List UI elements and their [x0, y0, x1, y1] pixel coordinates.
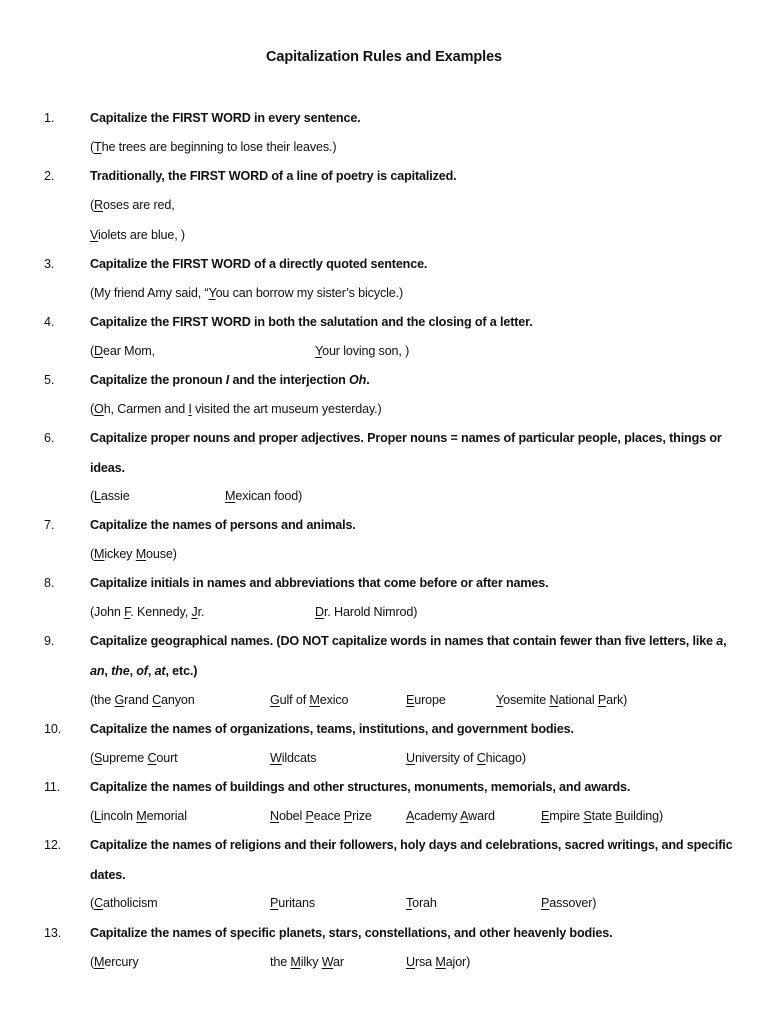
example-text: (Catholicism	[90, 896, 158, 910]
rule-line	[0, 166, 768, 186]
example-text: Empire State Building)	[541, 809, 664, 823]
rule-line	[0, 428, 768, 448]
example-text: (My friend Amy said, “You can borrow my sister’s bicycle.)	[90, 286, 404, 300]
rule-line	[0, 312, 768, 332]
rule-text: an, the, of, at, etc.)	[90, 663, 198, 678]
example-text: the Milky War	[270, 955, 344, 969]
example-line	[0, 602, 768, 622]
rule-text: Capitalize the names of persons and animals.	[90, 518, 356, 532]
rule-text: Traditionally, the FIRST WORD of a line of poetry is capitalized.	[90, 169, 457, 183]
rule-text: Capitalize the pronoun I and the interjection Oh.	[90, 373, 370, 387]
example-text: University of Chicago)	[406, 751, 526, 765]
rule-line	[0, 515, 768, 535]
example-text: Europe	[406, 693, 446, 707]
rule-text: Capitalize the names of organizations, teams, institutions, and government bodies.	[90, 722, 574, 736]
example-text: (Mercury	[90, 955, 139, 969]
rule-line-continued	[0, 865, 768, 885]
example-line	[0, 137, 768, 157]
rule-number: 11.	[44, 780, 61, 794]
example-text: Torah	[406, 896, 437, 910]
rule-number: 12.	[44, 838, 62, 852]
example-text: Dr. Harold Nimrod)	[315, 605, 418, 619]
rule-text: Capitalize the names of religions and their followers, holy days and celebrations, sacred writings, and specific	[90, 838, 733, 852]
example-line	[0, 486, 768, 506]
rule-line-continued	[0, 458, 768, 478]
rule-text: Capitalize geographical names. (DO NOT capitalize words in names that contain fewer than five letters, like a,	[90, 634, 727, 648]
rule-number: 7.	[44, 518, 55, 532]
example-text: (Roses are red,	[90, 198, 175, 212]
example-line	[0, 952, 768, 972]
example-text: (Oh, Carmen and I visited the art museum yesterday.)	[90, 402, 382, 416]
example-text: Your loving son, )	[315, 344, 410, 358]
example-text: Puritans	[270, 896, 315, 910]
example-text: (Lassie	[90, 489, 130, 503]
rule-line	[0, 777, 768, 797]
rule-number: 10.	[44, 722, 62, 736]
rule-number: 9.	[44, 634, 55, 648]
rule-number: 3.	[44, 257, 55, 271]
rule-number: 4.	[44, 315, 55, 329]
example-line	[0, 748, 768, 768]
example-line	[0, 225, 768, 245]
rule-text: Capitalize the FIRST WORD of a directly quoted sentence.	[90, 257, 428, 271]
example-text: Mexican food)	[225, 489, 303, 503]
example-text: (Lincoln Memorial	[90, 809, 187, 823]
example-text: Academy Award	[406, 809, 495, 823]
rule-line	[0, 254, 768, 274]
example-line	[0, 399, 768, 419]
example-text: (Supreme Court	[90, 751, 178, 765]
rule-line-continued	[0, 661, 768, 681]
rule-line	[0, 631, 768, 651]
rule-text: Capitalize the names of specific planets, stars, constellations, and other heavenly bodies.	[90, 926, 613, 940]
example-line	[0, 283, 768, 303]
rule-text: dates.	[90, 867, 126, 882]
rule-number: 1.	[44, 111, 55, 125]
rule-text: Capitalize the FIRST WORD in every sentence.	[90, 111, 361, 125]
rule-line	[0, 719, 768, 739]
rule-line	[0, 923, 768, 943]
example-text: (the Grand Canyon	[90, 693, 195, 707]
example-text: Ursa Major)	[406, 955, 471, 969]
rule-number: 2.	[44, 169, 55, 183]
rule-text: Capitalize initials in names and abbreviations that come before or after names.	[90, 576, 549, 590]
example-text: Violets are blue, )	[90, 228, 185, 242]
rule-line	[0, 370, 768, 390]
example-line	[0, 195, 768, 215]
rule-text: ideas.	[90, 460, 125, 475]
rule-line	[0, 573, 768, 593]
example-text: Gulf of Mexico	[270, 693, 349, 707]
example-line	[0, 893, 768, 913]
rule-text: Capitalize the names of buildings and other structures, monuments, memorials, and awards.	[90, 780, 631, 794]
example-text: (John F. Kennedy, Jr.	[90, 605, 205, 619]
example-text: Yosemite National Park)	[496, 693, 628, 707]
example-line	[0, 544, 768, 564]
rule-line	[0, 835, 768, 855]
rule-line	[0, 108, 768, 128]
rule-number: 8.	[44, 576, 55, 590]
rule-text: Capitalize the FIRST WORD in both the salutation and the closing of a letter.	[90, 315, 533, 329]
example-text: (Dear Mom,	[90, 344, 155, 358]
rule-number: 13.	[44, 926, 62, 940]
rule-number: 6.	[44, 431, 55, 445]
example-text: (The trees are beginning to lose their leaves.)	[90, 140, 337, 154]
example-text: (Mickey Mouse)	[90, 547, 177, 561]
example-line	[0, 806, 768, 826]
rule-text: Capitalize proper nouns and proper adjectives. Proper nouns = names of particular people, places, things or	[90, 431, 722, 445]
example-text: Wildcats	[270, 751, 317, 765]
example-line	[0, 690, 768, 710]
rule-number: 5.	[44, 373, 55, 387]
example-text: Nobel Peace Prize	[270, 809, 372, 823]
page-title: Capitalization Rules and Examples	[265, 49, 502, 65]
example-text: Passover)	[541, 896, 597, 910]
example-line	[0, 341, 768, 361]
